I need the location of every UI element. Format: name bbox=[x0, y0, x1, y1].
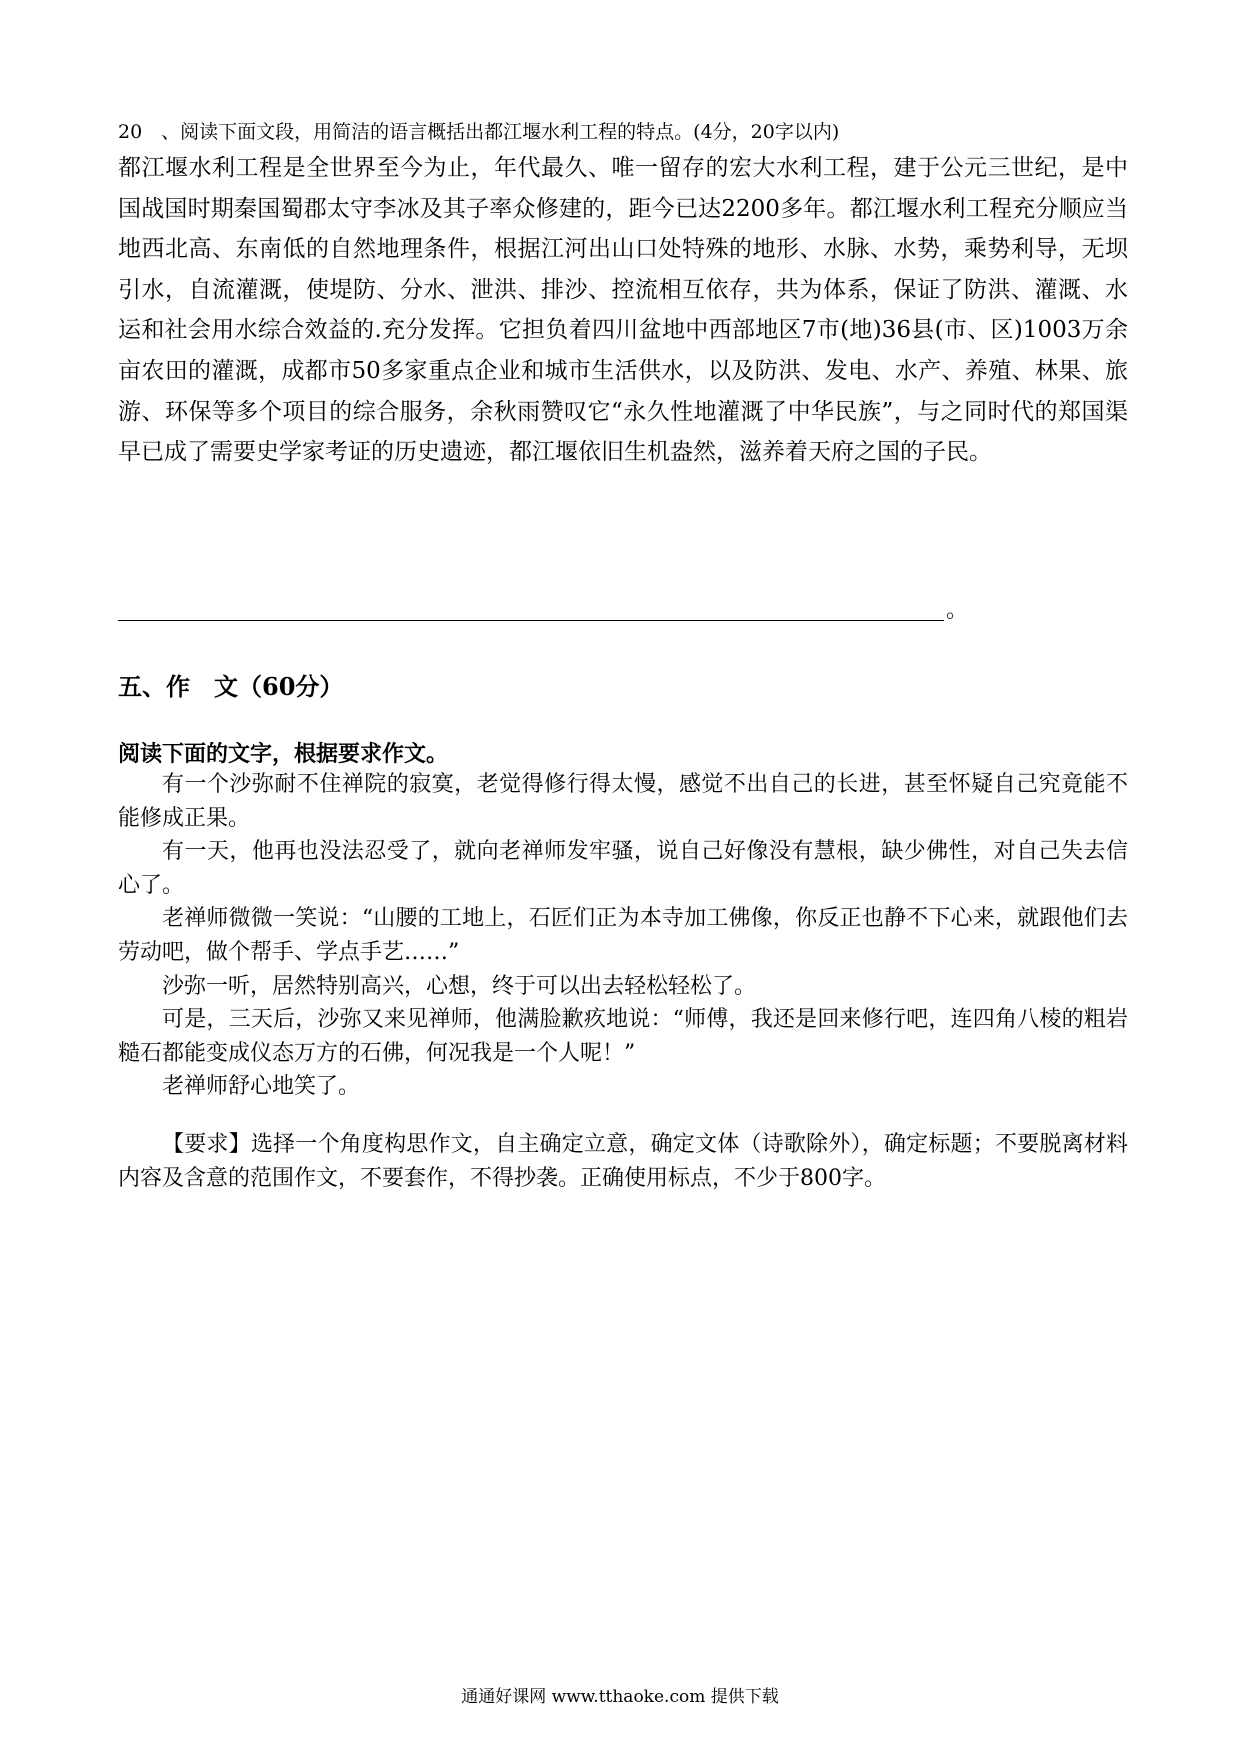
dujiangyan-passage: 都江堰水利工程是全世界至今为止，年代最久、唯一留存的宏大水利工程，建于公元三世纪，是中国战国时期秦国蜀郡太守李冰及其子率众修建的，距今已达2200多年。都江堰水利工程充分顺应当地西北高、东南低的自然地理条件，根据江河出山口处特殊的地形、水脉、水势，乘势利导，无坝引水，自流灌溉，使堤防、分水、泄洪、排沙、控流相互依存，共为体系，保证了防洪、灌溉、水运和社会用水综合效益的.充分发挥。它担负着四川盆地中西部地区7市(地)36县(市、区)1003万余亩农田的灌溉，成都市50多家重点企业和城市生活供水，以及防洪、发电、水产、养殖、林果、旅游、环保等多个项目的综合服务，余秋雨赞叹它“永久性地灌溉了中华民族”，与之同时代的郑国渠早已成了需要史学家考证的历史遗迹，都江堰依旧生机盎然，滋养着天府之国的子民。 bbox=[118, 155, 1128, 466]
material-paragraph: 有一天，他再也没法忍受了，就向老禅师发牢骚，说自己好像没有慧根，缺少佛性，对自己失去信心了。 bbox=[118, 839, 1128, 898]
answer-blank-line bbox=[118, 620, 944, 621]
material-paragraph: 有一个沙弥耐不住禅院的寂寞，老觉得修行得太慢，感觉不出自己的长进，甚至怀疑自己究竟能不能修成正果。 bbox=[118, 772, 1128, 831]
essay-section-title: 五、作 文（60分） bbox=[118, 672, 344, 701]
material-paragraph: 沙弥一听，居然特别高兴，心想，终于可以出去轻松轻松了。 bbox=[162, 973, 757, 999]
answer-end-mark: 。 bbox=[946, 598, 969, 623]
essay-instruction: 阅读下面的文字，根据要求作文。 bbox=[118, 741, 449, 767]
material-paragraph: 可是，三天后，沙弥又来见禅师，他满脸歉疚地说：“师傅，我还是回来修行吧，连四角八棱的粗岩糙石都能变成仪态万方的石佛，何况我是一个人呢！” bbox=[118, 1007, 1128, 1066]
material-paragraph: 老禅师舒心地笑了。 bbox=[162, 1074, 361, 1100]
question-20-title: 20 、阅读下面文段，用简洁的语言概括出都江堰水利工程的特点。(4分，20字以内) bbox=[118, 121, 840, 143]
essay-material bbox=[118, 768, 1128, 1104]
page-footer: 通通好课网 www.tthaoke.com 提供下载 bbox=[461, 1687, 779, 1707]
essay-requirement: 【要求】选择一个角度构思作文，自主确定立意，确定文体（诗歌除外），确定标题；不要脱离材料内容及含意的范围作文，不要套作，不得抄袭。正确使用标点，不少于800字。 bbox=[118, 1132, 1128, 1191]
material-paragraph: 老禅师微微一笑说：“山腰的工地上，石匠们正为本寺加工佛像，你反正也静不下心来，就跟他们去劳动吧，做个帮手、学点手艺……” bbox=[118, 906, 1128, 965]
